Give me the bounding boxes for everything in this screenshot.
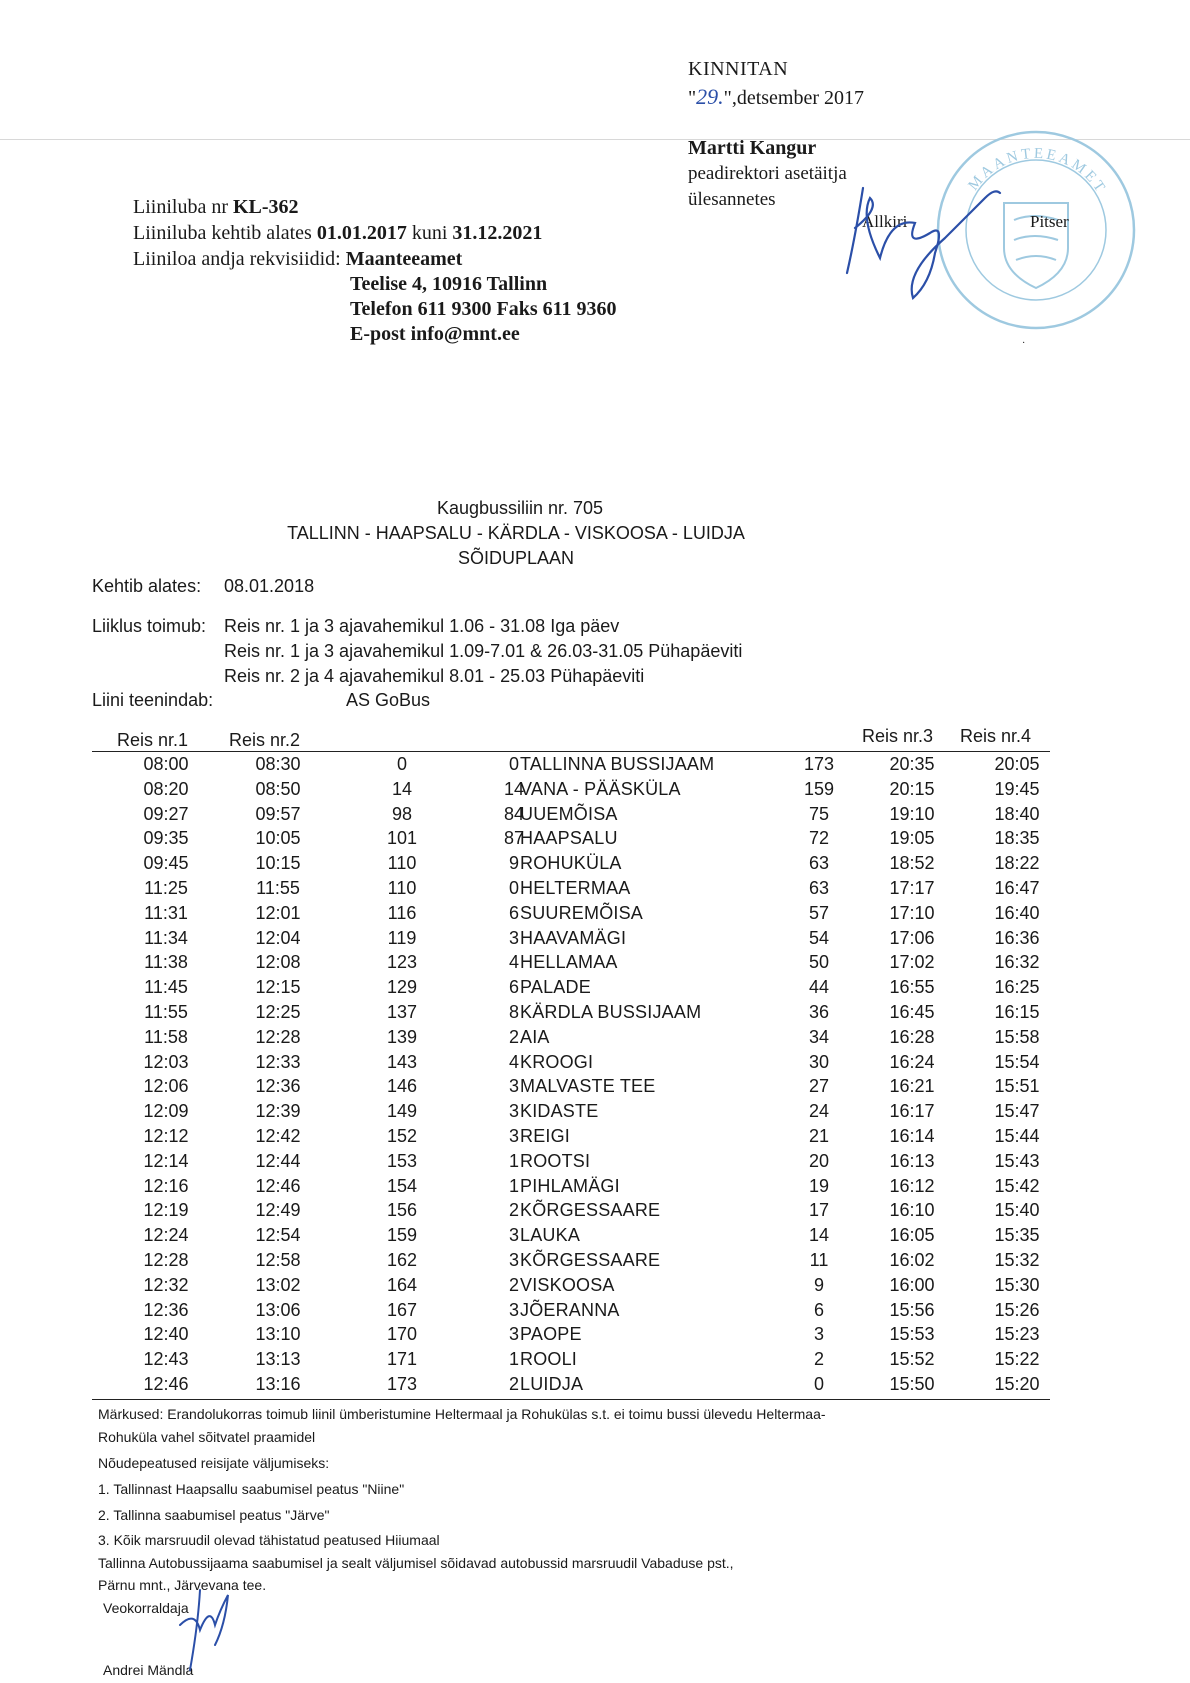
trip1-time: 12:24 (143, 1225, 189, 1246)
trip3-time: 17:17 (889, 877, 935, 898)
km-cumulative: 159 (386, 1225, 418, 1246)
stop-name: HAAPSALU (520, 828, 618, 849)
dispatcher-signature-icon (170, 1585, 240, 1677)
table-row (92, 1174, 1050, 1199)
required-stop-3: 3. Kõik marsruudil olevad tähistatud peatused Hiiumaal (98, 1532, 440, 1548)
signature-label: Allkiri (862, 212, 908, 231)
trip4-time: 16:40 (994, 902, 1040, 923)
trip3-time: 16:17 (889, 1101, 935, 1122)
trip1-time: 12:32 (143, 1274, 189, 1295)
table-row (92, 1124, 1050, 1149)
trip2-time: 08:50 (255, 778, 301, 799)
trip3-time: 16:45 (889, 1001, 935, 1022)
trip2-time: 08:30 (255, 754, 301, 774)
km-remaining: 75 (808, 803, 830, 824)
trip1-time: 08:00 (143, 754, 189, 774)
km-cumulative: 137 (386, 1001, 418, 1022)
stop-name: PALADE (520, 977, 591, 998)
trip3-time: 16:12 (889, 1175, 935, 1196)
km-cumulative: 129 (386, 977, 418, 998)
trip2-time: 12:54 (255, 1225, 301, 1246)
required-stop-2: 2. Tallinna saabumisel peatus "Järve" (98, 1507, 330, 1523)
km-cumulative: 98 (391, 803, 413, 824)
trip4-time: 16:36 (994, 927, 1040, 948)
trip4-time: 19:45 (994, 778, 1040, 799)
km-cumulative: 101 (386, 828, 418, 849)
stop-name: KÄRDLA BUSSIJAAM (520, 1001, 702, 1022)
km-remaining: 159 (803, 778, 835, 799)
trip1-time: 11:58 (144, 1026, 188, 1047)
km-segment: 3 (508, 1249, 519, 1270)
stop-name: ROOLI (520, 1349, 578, 1370)
km-cumulative: 0 (396, 754, 407, 774)
required-stop-1: 1. Tallinnast Haapsallu saabumisel peatus "Niine" (98, 1481, 405, 1497)
license-validity-mid: kuni (406, 222, 453, 244)
timetable (92, 752, 1050, 1397)
operator-label: Liini teenindab: (92, 690, 214, 710)
license-validity-to: 31.12.2021 (452, 222, 543, 244)
table-row (92, 826, 1050, 851)
stop-name: TALLINNA BUSSIJAAM (520, 754, 715, 774)
route-note-line-2: Pärnu mnt., Järvevana tee. (98, 1577, 267, 1593)
km-cumulative: 173 (386, 1373, 418, 1394)
trip2-time: 12:04 (255, 927, 301, 948)
table-row (92, 1347, 1050, 1372)
trip4-time: 15:54 (994, 1051, 1040, 1072)
license-number-value: KL-362 (232, 196, 299, 218)
table-bottom-rule (92, 1399, 1050, 1400)
km-segment: 3 (508, 1101, 519, 1122)
trip3-time: 17:06 (889, 927, 935, 948)
trip2-time: 11:55 (256, 877, 300, 898)
line-number: Kaugbussiliin nr. 705 (436, 498, 604, 518)
km-segment: 3 (508, 1299, 519, 1320)
trip4-time: 15:47 (994, 1101, 1040, 1122)
km-cumulative: 110 (387, 877, 417, 898)
km-segment: 6 (508, 977, 519, 998)
trip3-time: 16:00 (889, 1274, 935, 1295)
km-segment: 6 (508, 902, 519, 923)
table-row (92, 926, 1050, 951)
trip2-time: 13:10 (255, 1324, 301, 1345)
license-issuer-phone: Telefon 611 9300 Faks 611 9360 (350, 298, 617, 320)
km-segment: 3 (508, 1076, 519, 1097)
trip4-time: 15:35 (994, 1225, 1040, 1246)
km-segment: 3 (508, 1324, 519, 1345)
stop-name: PIHLAMÄGI (520, 1175, 620, 1196)
km-segment: 2 (508, 1373, 519, 1394)
required-stops-title: Nõudepeatused reisijate väljumiseks: (98, 1455, 330, 1471)
trip4-time: 15:30 (994, 1274, 1040, 1295)
trip1-time: 12:12 (143, 1125, 189, 1146)
license-issuer-address: Teelise 4, 10916 Tallinn (350, 273, 548, 295)
km-cumulative: 170 (386, 1324, 418, 1345)
trip1-time: 09:27 (143, 803, 189, 824)
trip3-time: 17:02 (889, 952, 935, 973)
signer-role-line2: ülesannetes (688, 189, 776, 210)
trip4-time: 15:22 (994, 1349, 1040, 1370)
table-row (92, 950, 1050, 975)
km-segment: 1 (508, 1175, 519, 1196)
table-row (92, 1223, 1050, 1248)
stop-name: KIDASTE (520, 1101, 599, 1122)
stop-name: HAAVAMÄGI (520, 927, 627, 948)
trip1-time: 12:40 (143, 1324, 189, 1345)
route-note-line-1: Tallinna Autobussijaama saabumisel ja sealt väljumisel sõidavad autobussid marsruudil Vabaduse pst., (98, 1555, 734, 1571)
table-row (92, 777, 1050, 802)
route-title: TALLINN - HAAPSALU - KÄRDLA - VISKOOSA - LUIDJA (287, 523, 745, 543)
signature-icon (835, 178, 1005, 318)
km-segment: 3 (508, 1125, 519, 1146)
valid-from-label: Kehtib alates: (92, 576, 202, 596)
km-segment: 9 (508, 853, 519, 874)
trip3-time: 19:05 (889, 828, 935, 849)
stop-name: JÕERANNA (520, 1299, 620, 1320)
table-row (92, 901, 1050, 926)
remarks-line-1: Märkused: Erandolukorras toimub liinil ümberistumine Heltermaal ja Rohukülas s.t. ei toimu bussi ülevedu Heltermaa- (98, 1406, 826, 1422)
trip3-time: 16:14 (889, 1125, 935, 1146)
remarks-line-2: Rohuküla vahel sõitvatel praamidel (98, 1429, 316, 1445)
stop-name: HELTERMAA (520, 877, 631, 898)
trip2-time: 12:46 (255, 1175, 301, 1196)
valid-from-value: 08.01.2018 (224, 576, 315, 596)
trip4-time: 15:42 (994, 1175, 1040, 1196)
trip3-time: 15:53 (889, 1324, 935, 1345)
stop-name: VANA - PÄÄSKÜLA (520, 778, 681, 799)
scan-mark: · (1022, 338, 1026, 349)
trip4-time: 15:51 (994, 1076, 1040, 1097)
trip1-time: 11:34 (144, 927, 188, 948)
table-row (92, 752, 1050, 777)
trip2-time: 13:16 (255, 1373, 301, 1394)
trip2-time: 13:06 (255, 1299, 301, 1320)
trip2-time: 12:44 (255, 1150, 301, 1171)
trip1-time: 12:28 (143, 1249, 189, 1270)
km-cumulative: 154 (386, 1175, 418, 1196)
table-row (92, 1273, 1050, 1298)
approval-date (688, 84, 864, 110)
approval-date-suffix: ",detsember 2017 (723, 87, 865, 109)
km-remaining: 63 (808, 853, 830, 874)
km-remaining: 20 (808, 1150, 830, 1171)
trip3-time: 16:13 (889, 1150, 935, 1171)
km-cumulative: 164 (386, 1274, 418, 1295)
trip1-time: 12:43 (143, 1349, 189, 1370)
license-issuer (133, 248, 462, 271)
trip3-time: 15:50 (889, 1373, 935, 1394)
trip4-time: 16:47 (994, 877, 1040, 898)
trip2-time: 12:28 (255, 1026, 301, 1047)
trip3-time: 16:02 (889, 1249, 935, 1270)
dispatcher-name: Andrei Mändla (103, 1662, 194, 1678)
km-cumulative: 146 (386, 1076, 418, 1097)
trip2-time: 12:42 (255, 1125, 301, 1146)
trip3-time: 16:10 (889, 1200, 935, 1221)
km-cumulative: 143 (386, 1051, 418, 1072)
approval-date-day: 29. (696, 84, 724, 109)
trip2-time: 12:08 (255, 952, 301, 973)
trip1-time: 11:55 (144, 1001, 188, 1022)
trip2-time: 12:25 (255, 1001, 301, 1022)
km-segment: 0 (508, 877, 519, 898)
km-remaining: 44 (808, 977, 830, 998)
km-remaining: 63 (808, 877, 830, 898)
trip3-time: 19:10 (889, 803, 935, 824)
km-remaining: 30 (808, 1051, 830, 1072)
approval-date-prefix: " (688, 87, 697, 109)
km-remaining: 36 (808, 1001, 830, 1022)
traffic-line-2: Reis nr. 1 ja 3 ajavahemikul 1.09-7.01 & 26.03-31.05 Pühapäeviti (224, 641, 743, 661)
trip2-time: 10:15 (255, 853, 301, 874)
trip4-time: 16:32 (994, 952, 1040, 973)
trip4-time: 15:43 (994, 1150, 1040, 1171)
trip4-time: 15:44 (994, 1125, 1040, 1146)
stop-name: ROOTSI (520, 1150, 591, 1171)
km-remaining: 173 (803, 754, 835, 774)
km-segment: 84 (503, 803, 525, 824)
km-segment: 3 (508, 927, 519, 948)
stop-name: ROHUKÜLA (520, 853, 622, 874)
km-cumulative: 119 (387, 927, 417, 948)
table-row (92, 1025, 1050, 1050)
table-row (92, 1372, 1050, 1397)
column-header-trip1: Reis nr.1 (117, 730, 189, 750)
km-segment: 0 (508, 754, 519, 774)
trip4-time: 18:40 (994, 803, 1040, 824)
km-segment: 1 (508, 1349, 519, 1370)
table-row (92, 1050, 1050, 1075)
km-remaining: 57 (808, 902, 830, 923)
column-header-trip2: Reis nr.2 (229, 730, 301, 750)
km-remaining: 14 (808, 1225, 830, 1246)
traffic-line-1: Reis nr. 1 ja 3 ajavahemikul 1.06 - 31.08 Iga päev (224, 616, 620, 636)
km-remaining: 54 (808, 927, 830, 948)
trip3-time: 20:15 (889, 778, 935, 799)
km-segment: 87 (503, 828, 525, 849)
km-cumulative: 110 (387, 853, 417, 874)
km-remaining: 11 (809, 1249, 829, 1270)
trip1-time: 12:36 (143, 1299, 189, 1320)
trip4-time: 18:22 (994, 853, 1040, 874)
stop-name: HELLAMAA (520, 952, 618, 973)
trip2-time: 09:57 (255, 803, 301, 824)
trip4-time: 16:15 (994, 1001, 1040, 1022)
trip2-time: 13:13 (255, 1349, 301, 1370)
km-segment: 2 (508, 1026, 519, 1047)
trip2-time: 10:05 (255, 828, 301, 849)
table-row (92, 1099, 1050, 1124)
km-cumulative: 149 (386, 1101, 418, 1122)
trip3-time: 16:24 (889, 1051, 935, 1072)
trip1-time: 11:25 (144, 877, 188, 898)
license-validity-label: Liiniluba kehtib alates (133, 222, 317, 244)
trip4-time: 15:26 (994, 1299, 1040, 1320)
trip2-time: 12:33 (255, 1051, 301, 1072)
trip2-time: 12:58 (255, 1249, 301, 1270)
trip4-time: 20:05 (994, 754, 1040, 774)
km-segment: 4 (508, 952, 519, 973)
stop-name: KÕRGESSAARE (520, 1249, 661, 1270)
stop-name: MALVASTE TEE (520, 1076, 656, 1097)
table-row (92, 1074, 1050, 1099)
signer-role-line1: peadirektori asetäitja (688, 163, 847, 184)
license-issuer-email: E-post info@mnt.ee (350, 323, 520, 345)
trip1-time: 12:09 (143, 1101, 189, 1122)
stop-name: VISKOOSA (520, 1274, 615, 1295)
license-validity-from: 01.01.2017 (316, 222, 407, 244)
stop-name: KROOGI (520, 1051, 594, 1072)
km-cumulative: 171 (386, 1349, 418, 1370)
km-remaining: 19 (808, 1175, 830, 1196)
dispatcher-label: Veokorraldaja (103, 1600, 189, 1616)
table-row (92, 975, 1050, 1000)
km-remaining: 21 (808, 1125, 830, 1146)
km-remaining: 3 (813, 1324, 824, 1345)
km-segment: 3 (508, 1225, 519, 1246)
trip1-time: 12:16 (143, 1175, 189, 1196)
km-remaining: 9 (813, 1274, 824, 1295)
stop-name: LUIDJA (520, 1373, 584, 1394)
license-issuer-label: Liiniloa andja rekvisiidid: (133, 248, 346, 270)
trip2-time: 12:15 (255, 977, 301, 998)
operator-value: AS GoBus (346, 690, 431, 710)
trip1-time: 12:19 (143, 1200, 189, 1221)
trip1-time: 09:45 (143, 853, 189, 874)
km-cumulative: 123 (386, 952, 418, 973)
timetable-title: SÕIDUPLAAN (457, 548, 575, 568)
table-row (92, 802, 1050, 827)
trip3-time: 15:56 (889, 1299, 935, 1320)
stop-name: LAUKA (520, 1225, 581, 1246)
column-header-trip3: Reis nr.3 (862, 726, 934, 746)
trip1-time: 09:35 (143, 828, 189, 849)
trip4-time: 15:23 (994, 1324, 1040, 1345)
table-row (92, 1000, 1050, 1025)
traffic-label: Liiklus toimub: (92, 616, 207, 636)
trip2-time: 12:01 (255, 902, 301, 923)
km-remaining: 50 (808, 952, 830, 973)
km-remaining: 2 (813, 1349, 824, 1370)
trip2-time: 13:02 (255, 1274, 301, 1295)
trip3-time: 15:52 (889, 1349, 935, 1370)
table-row (92, 851, 1050, 876)
km-segment: 2 (508, 1200, 519, 1221)
trip1-time: 11:31 (144, 902, 188, 923)
approval-title: KINNITAN (688, 58, 789, 80)
km-segment: 1 (508, 1150, 519, 1171)
table-row (92, 876, 1050, 901)
km-remaining: 6 (813, 1299, 824, 1320)
table-row (92, 1248, 1050, 1273)
trip3-time: 16:55 (889, 977, 935, 998)
km-segment: 4 (508, 1051, 519, 1072)
license-issuer-name: Maanteeamet (345, 248, 463, 270)
trip3-time: 16:28 (889, 1026, 935, 1047)
stamp-label: Pitser (1030, 212, 1069, 231)
trip1-time: 12:03 (143, 1051, 189, 1072)
stop-name: AIA (520, 1026, 550, 1047)
km-cumulative: 153 (386, 1150, 418, 1171)
license-number (133, 196, 299, 219)
trip3-time: 20:35 (889, 754, 935, 774)
km-cumulative: 162 (386, 1249, 418, 1270)
km-remaining: 24 (808, 1101, 830, 1122)
km-remaining: 17 (808, 1200, 830, 1221)
table-row (92, 1198, 1050, 1223)
km-cumulative: 139 (386, 1026, 418, 1047)
km-cumulative: 152 (386, 1125, 418, 1146)
stop-name: REIGI (520, 1125, 571, 1146)
trip4-time: 18:35 (994, 828, 1040, 849)
trip4-time: 15:20 (994, 1373, 1040, 1394)
table-row (92, 1149, 1050, 1174)
table-row (92, 1322, 1050, 1347)
km-cumulative: 156 (386, 1200, 418, 1221)
trip4-time: 15:40 (994, 1200, 1040, 1221)
km-remaining: 27 (808, 1076, 830, 1097)
stop-name: SUUREMÕISA (520, 902, 644, 923)
km-cumulative: 116 (387, 902, 417, 923)
svg-text:MAANTEEAMET: MAANTEEAMET (965, 145, 1110, 198)
km-remaining: 34 (808, 1026, 830, 1047)
km-remaining: 0 (813, 1373, 824, 1394)
trip2-time: 12:39 (255, 1101, 301, 1122)
trip4-time: 15:32 (994, 1249, 1040, 1270)
license-number-label: Liiniluba nr (133, 196, 233, 218)
signer-name: Martti Kangur (688, 137, 817, 159)
trip2-time: 12:36 (255, 1076, 301, 1097)
stop-name: PAOPE (520, 1324, 582, 1345)
trip2-time: 12:49 (255, 1200, 301, 1221)
trip1-time: 11:38 (144, 952, 188, 973)
trip3-time: 16:21 (889, 1076, 935, 1097)
license-validity (133, 222, 542, 245)
trip4-time: 15:58 (994, 1026, 1040, 1047)
trip4-time: 16:25 (994, 977, 1040, 998)
trip1-time: 12:14 (143, 1150, 189, 1171)
trip1-time: 12:06 (143, 1076, 189, 1097)
km-remaining: 72 (808, 828, 830, 849)
trip3-time: 17:10 (889, 902, 935, 923)
column-header-trip4: Reis nr.4 (960, 726, 1032, 746)
km-cumulative: 14 (391, 778, 413, 799)
km-segment: 2 (508, 1274, 519, 1295)
km-segment: 8 (508, 1001, 519, 1022)
table-row (92, 1298, 1050, 1323)
trip3-time: 16:05 (889, 1225, 935, 1246)
trip3-time: 18:52 (889, 853, 935, 874)
stop-name: KÕRGESSAARE (520, 1200, 661, 1221)
stop-name: UUEMÕISA (520, 803, 618, 824)
trip1-time: 08:20 (143, 778, 189, 799)
trip1-time: 11:45 (144, 977, 188, 998)
traffic-line-3: Reis nr. 2 ja 4 ajavahemikul 8.01 - 25.03 Pühapäeviti (224, 666, 645, 686)
trip1-time: 12:46 (143, 1373, 189, 1394)
km-cumulative: 167 (386, 1299, 418, 1320)
km-segment: 14 (503, 778, 525, 799)
